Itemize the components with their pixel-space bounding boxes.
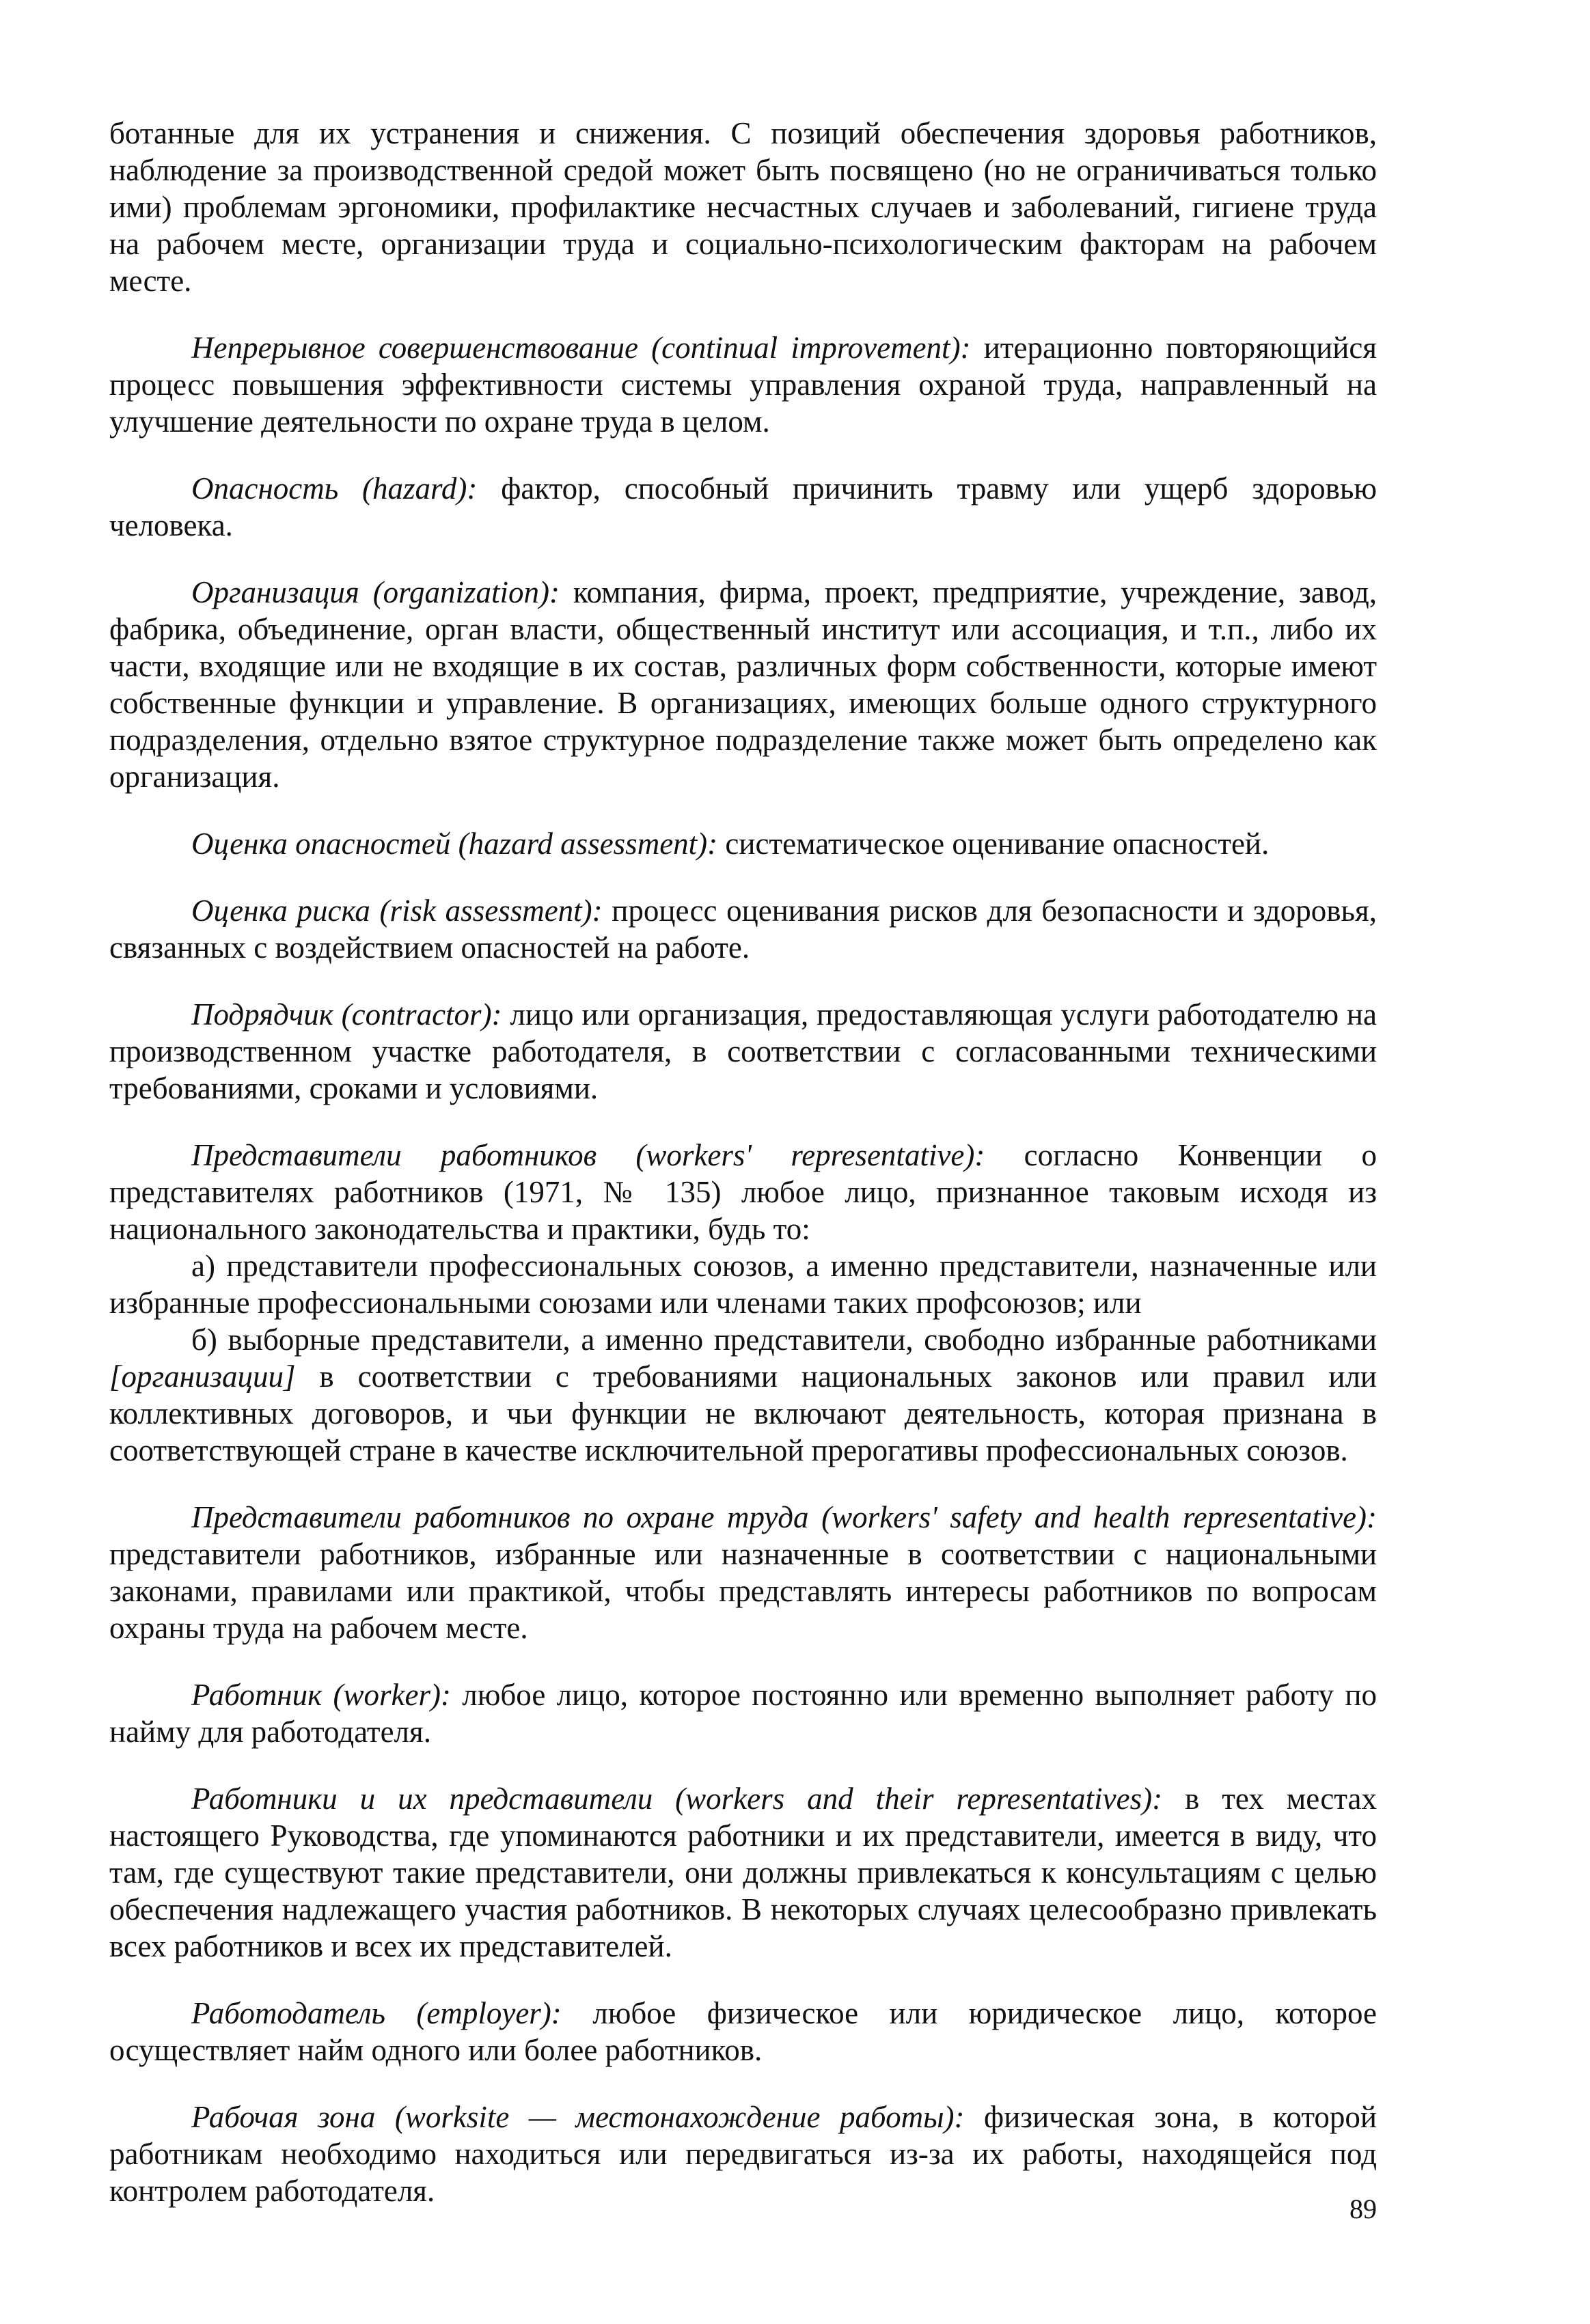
definition-term: Организация (organization): [191, 575, 560, 609]
definition-term: Работодатель (employer): [191, 1996, 562, 2030]
definition-text: согласно Конвенции о представителях работников (1971, № 135) любое лицо, признанное таковым исходя из национального законодательства и практики, будь то: [109, 1138, 1377, 1246]
definition-text: в тех местах настоящего Руководства, где упоминаются работники и их представители, имеется в виду, что там, где существуют такие представители, они должны привлекаться к консультациям с целью обеспечения надлежащего участия работников. В некоторых случаях целесообразно привлекать всех работников и всех их представителей. [109, 1782, 1377, 1963]
definition-workers-representative [109, 1137, 1377, 1247]
definition-employer [109, 1995, 1377, 2069]
definition-term: Работник (worker): [191, 1678, 451, 1712]
list-item-text: в соответствии с требованиями национальных законов или правил или коллективных договоров, и чьи функции не включают деятельность, которая признана в соответствующей стране в качестве исключительной прерогативы профессиональных союзов. [109, 1359, 1377, 1467]
definition-text: любое физическое или юридическое лицо, которое осуществляет найм одного или более работников. [109, 1996, 1377, 2067]
definition-hazard [109, 470, 1377, 544]
definition-term: Подрядчик (contractor): [191, 997, 502, 1032]
definition-text: лицо или организация, предоставляющая услуги работодателю на производственном участке работодателя, в соответствии с согласованными техническими требованиями, сроками и условиями. [109, 997, 1377, 1105]
definition-text: любое лицо, которое постоянно или временно выполняет работу по найму для работодателя. [109, 1678, 1377, 1749]
definition-hazard-assessment [109, 825, 1377, 862]
definition-text: итерационно повторяющийся процесс повышения эффективности системы управления охраной труда, направленный на улучшение деятельности по охране труда в целом. [109, 331, 1377, 439]
list-item-a [109, 1247, 1377, 1321]
definition-term: Опасность (hazard): [191, 471, 478, 506]
definition-continual-improvement [109, 329, 1377, 440]
definition-term: Оценка риска (risk assessment): [191, 894, 603, 928]
list-item-text: а) представители профессиональных союзов, а именно представители, назначенные или избранные профессиональными союзами или членами таких профсоюзов; или [109, 1249, 1377, 1320]
definition-contractor [109, 996, 1377, 1107]
italic-insert: [организации] [109, 1359, 296, 1394]
definition-text: физическая зона, в которой работникам необходимо находиться или передвигаться из-за их работы, находящейся под контролем работодателя. [109, 2100, 1377, 2208]
list-item-b [109, 1321, 1377, 1469]
definition-worker [109, 1676, 1377, 1750]
list-item-text-before: б) выборные представители, а именно представители, свободно избранные работниками [191, 1323, 1377, 1357]
definition-term: Представители работников по охране труда (workers' safety and health representative): [191, 1500, 1377, 1534]
definition-risk-assessment [109, 892, 1377, 966]
definition-term: Представители работников (workers' representative): [191, 1138, 985, 1172]
definition-organization [109, 574, 1377, 795]
definition-text: фактор, способный причинить травму или ущерб здоровью человека. [109, 471, 1377, 542]
definition-safety-health-representative [109, 1499, 1377, 1646]
paragraph-text: ботанные для их устранения и снижения. С позиций обеспечения здоровья работников, наблюдение за производственной средой может быть посвящено (но не ограничиваться только ими) проблемам эргономики, профилактике несчастных случаев и заболеваний, гигиене труда на рабочем месте, организации труда и социально-психологическим факторам на рабочем месте. [109, 116, 1377, 298]
definition-term: Рабочая зона (worksite — местонахождение работы): [191, 2100, 965, 2134]
definition-term: Оценка опасностей (hazard assessment): [191, 827, 718, 861]
paragraph-continuation [109, 115, 1377, 299]
document-body [109, 115, 1377, 2239]
definition-worksite [109, 2099, 1377, 2209]
page-number: 89 [1349, 2194, 1377, 2224]
definition-term: Непрерывное совершенствование (continual improvement): [191, 331, 971, 365]
definition-term: Работники и их представители (workers and their representatives): [191, 1782, 1163, 1816]
definition-workers-and-representatives [109, 1780, 1377, 1965]
definition-text: представители работников, избранные или назначенные в соответствии с национальными законами, правилами или практикой, чтобы представлять интересы работников по вопросам охраны труда на рабочем месте. [109, 1537, 1377, 1645]
definition-text: компания, фирма, проект, предприятие, учреждение, завод, фабрика, объединение, орган власти, общественный институт или ассоциация, и т.п., либо их части, входящие или не входящие в их состав, различных форм собственности, которые имеют собственные функции и управление. В организациях, имеющих больше одного структурного подразделения, отдельно взятое структурное подразделение также может быть определено как организация. [109, 575, 1377, 794]
definition-text: процесс оценивания рисков для безопасности и здоровья, связанных с воздействием опасностей на работе. [109, 894, 1377, 965]
definition-text: систематическое оценивание опасностей. [717, 827, 1270, 861]
